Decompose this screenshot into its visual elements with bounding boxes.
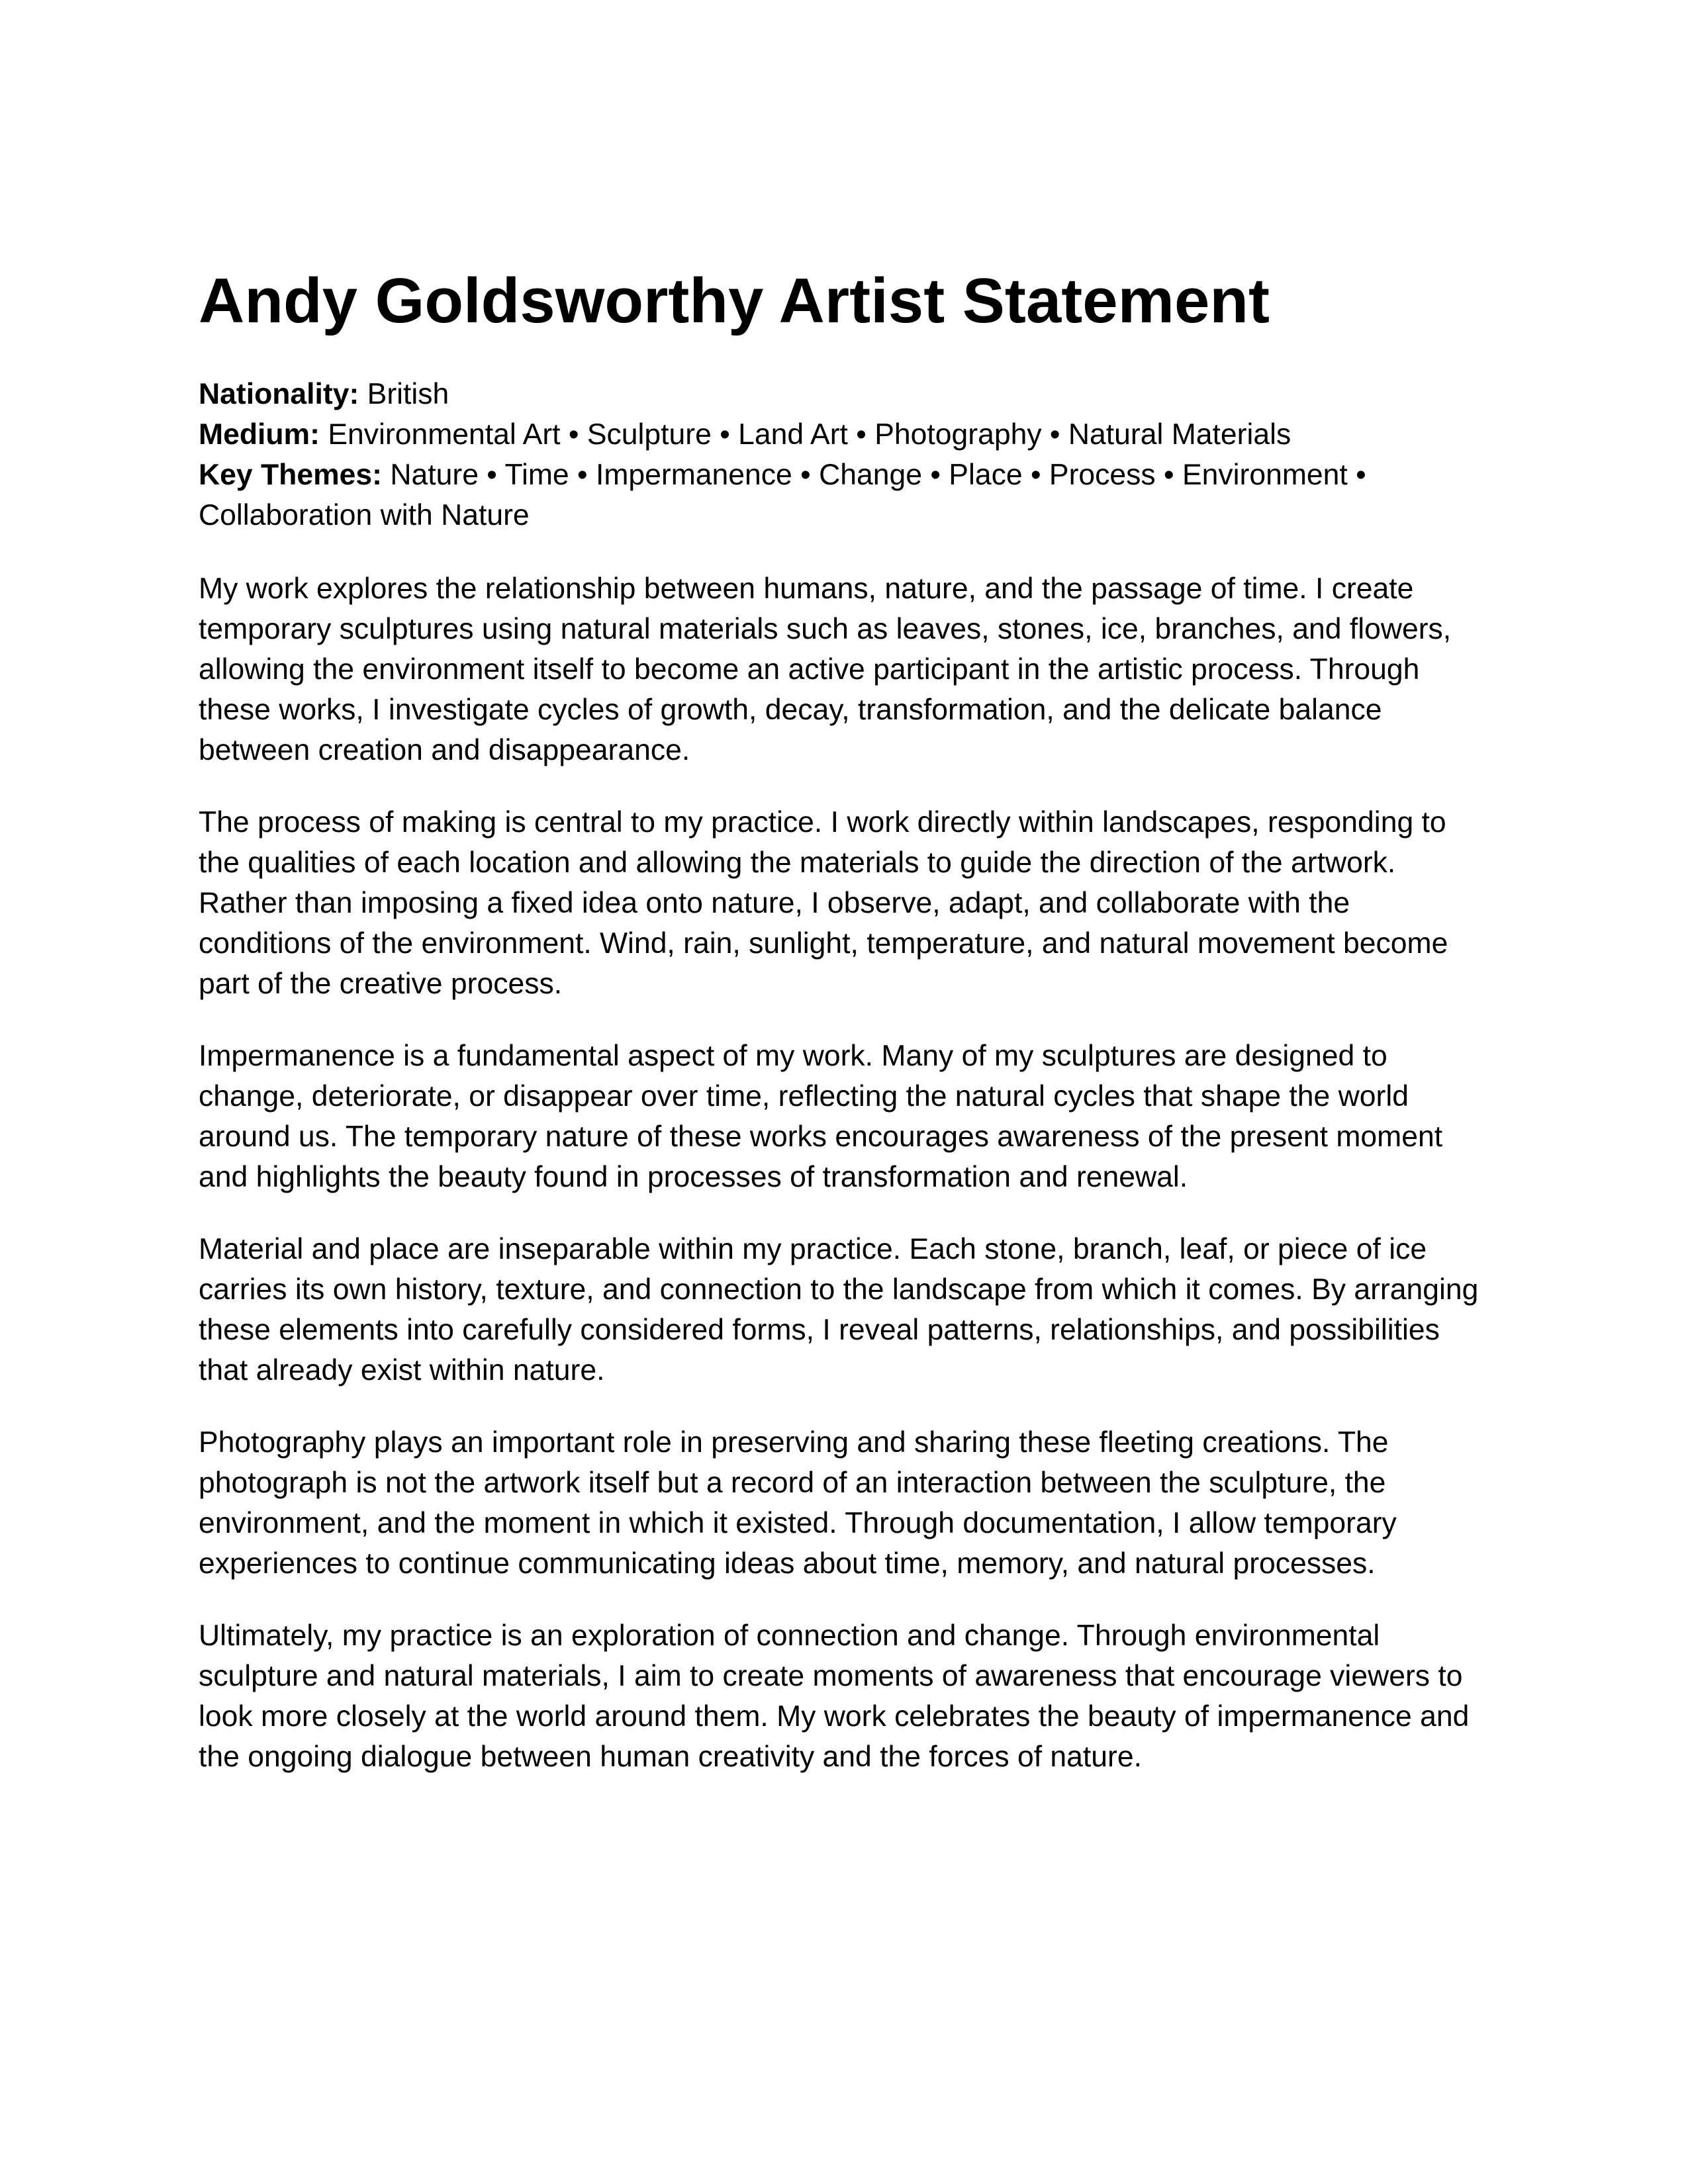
meta-medium [199, 414, 1489, 455]
meta-label: Nationality: [199, 378, 359, 410]
artist-meta [199, 374, 1489, 535]
meta-key-themes [199, 455, 1489, 535]
meta-nationality [199, 374, 1489, 414]
meta-value: Nature • Time • Impermanence • Change • Place • Process • Environment • Collaboration with Nature [199, 459, 1366, 531]
document-title: Andy Goldsworthy Artist Statement [199, 265, 1270, 336]
paragraph: The process of making is central to my practice. I work directly within landscapes, responding to the qualities of each location and allowing the materials to guide the direction of the artwork. Rather than imposing a fixed idea onto nature, I observe, adapt, and collaborate with the conditions of the environment. Wind, rain, sunlight, temperature, and natural movement become part of the creative process. [199, 806, 1448, 1000]
paragraph: Photography plays an important role in preserving and sharing these fleeting creations. The photograph is not the artwork itself but a record of an interaction between the sculpture, the environment, and the moment in which it existed. Through documentation, I allow temporary experiences to continue communicating ideas about time, memory, and natural processes. [199, 1426, 1397, 1580]
paragraph: Ultimately, my practice is an exploration of connection and change. Through environmental sculpture and natural materials, I aim to create moments of awareness that encourage viewers to look more closely at the world around them. My work celebrates the beauty of impermanence and the ongoing dialogue between human creativity and the forces of nature. [199, 1619, 1470, 1773]
paragraph: Material and place are inseparable within my practice. Each stone, branch, leaf, or piece of ice carries its own history, texture, and connection to the landscape from which it comes. By arranging these elements into carefully considered forms, I reveal patterns, relationships, and possibilities that already exist within nature. [199, 1233, 1479, 1387]
meta-value: Environmental Art • Sculpture • Land Art • Photography • Natural Materials [328, 418, 1291, 451]
document-page [199, 261, 1489, 1809]
meta-value: British [367, 378, 449, 410]
paragraph: Impermanence is a fundamental aspect of my work. Many of my sculptures are designed to change, deteriorate, or disappear over time, reflecting the natural cycles that shape the world around us. The temporary nature of these works encourages awareness of the present moment and highlights the beauty found in processes of transformation and renewal. [199, 1040, 1443, 1193]
paragraph: My work explores the relationship between humans, nature, and the passage of time. I create temporary sculptures using natural materials such as leaves, stones, ice, branches, and flowers, allowing the environment itself to become an active participant in the artistic process. Through these works, I investigate cycles of growth, decay, transformation, and the delicate balance between creation and disappearance. [199, 572, 1452, 766]
meta-label: Key Themes: [199, 459, 382, 491]
meta-label: Medium: [199, 418, 320, 451]
